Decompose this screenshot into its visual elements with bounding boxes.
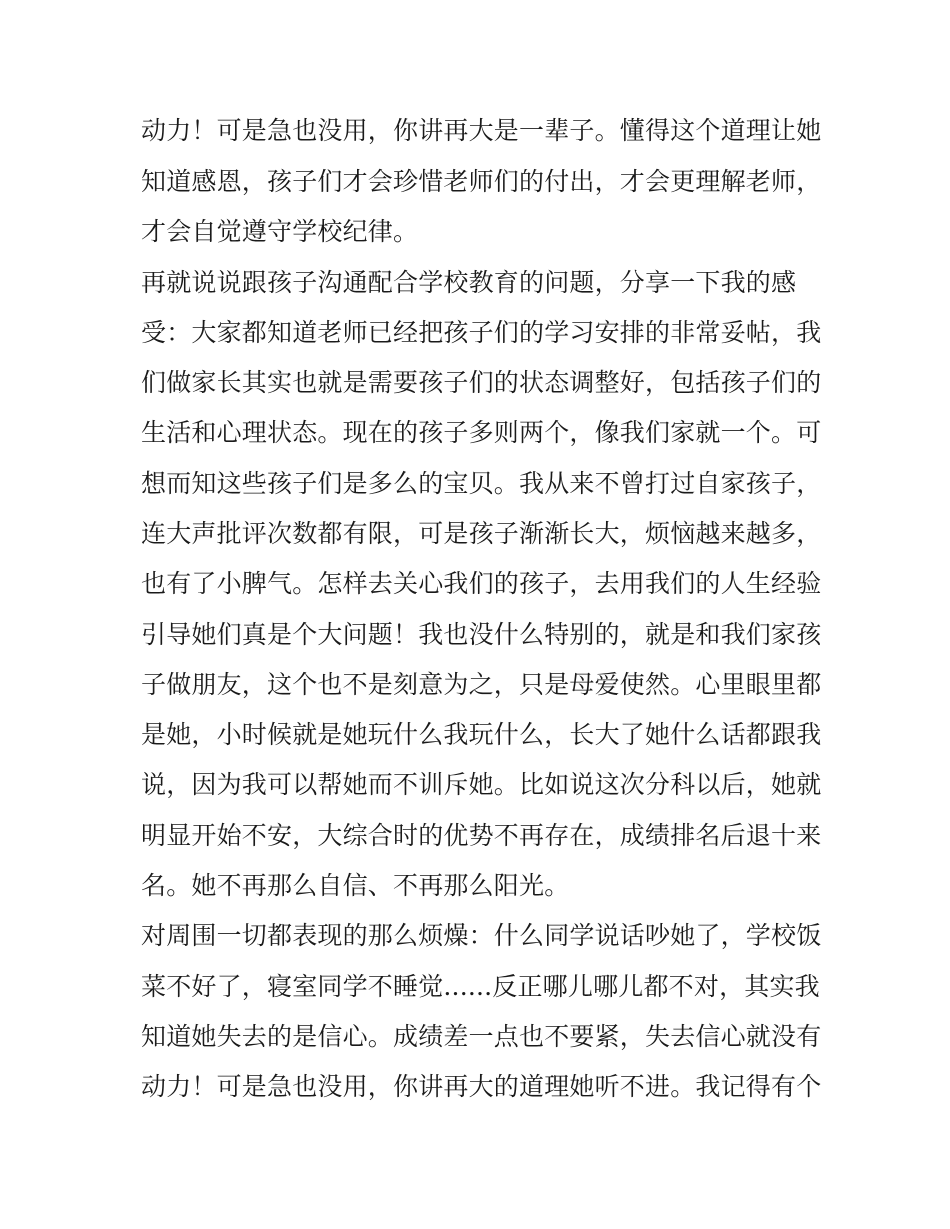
text-line: 连大声批评次数都有限，可是孩子渐渐长大，烦恼越来越多， (141, 519, 822, 548)
text-line: 子做朋友，这个也不是刻意为之，只是母爱使然。心里眼里都 (141, 670, 822, 699)
text-line: 说，因为我可以帮她而不训斥她。比如说这次分科以后，她就 (141, 770, 822, 799)
text-line: 动力！可是急也没用，你讲再大的道理她听不进。我记得有个 (141, 1072, 822, 1101)
text-line: 们做家长其实也就是需要孩子们的状态调整好，包括孩子们的 (141, 368, 822, 397)
text-line: 明显开始不安，大综合时的优势不再存在，成绩排名后退十来 (141, 821, 822, 850)
text-line: 也有了小脾气。怎样去关心我们的孩子，去用我们的人生经验 (141, 569, 822, 598)
text-line: 菜不好了，寝室同学不睡觉......反正哪儿哪儿都不对，其实我 (141, 972, 820, 1001)
text-line: 才会自觉遵守学校纪律。 (141, 217, 419, 246)
text-line: 想而知这些孩子们是多么的宝贝。我从来不曾打过自家孩子， (141, 469, 822, 498)
text-line: 受：大家都知道老师已经把孩子们的学习安排的非常妥帖，我 (141, 318, 822, 347)
text-line: 对周围一切都表现的那么烦燥：什么同学说话吵她了，学校饭 (141, 921, 822, 950)
text-line: 知道感恩，孩子们才会珍惜老师们的付出，才会更理解老师， (141, 167, 822, 196)
text-line: 引导她们真是个大问题！我也没什么特别的，就是和我们家孩 (141, 620, 822, 649)
text-line: 生活和心理状态。现在的孩子多则两个，像我们家就一个。可 (141, 418, 822, 447)
text-line: 是她，小时候就是她玩什么我玩什么，长大了她什么话都跟我 (141, 720, 822, 749)
text-line: 名。她不再那么自信、不再那么阳光。 (141, 871, 570, 900)
text-line: 再就说说跟孩子沟通配合学校教育的问题，分享一下我的感 (141, 268, 797, 297)
text-line: 知道她失去的是信心。成绩差一点也不要紧，失去信心就没有 (141, 1022, 822, 1051)
text-line: 动力！可是急也没用，你讲再大是一辈子。懂得这个道理让她 (141, 116, 822, 145)
